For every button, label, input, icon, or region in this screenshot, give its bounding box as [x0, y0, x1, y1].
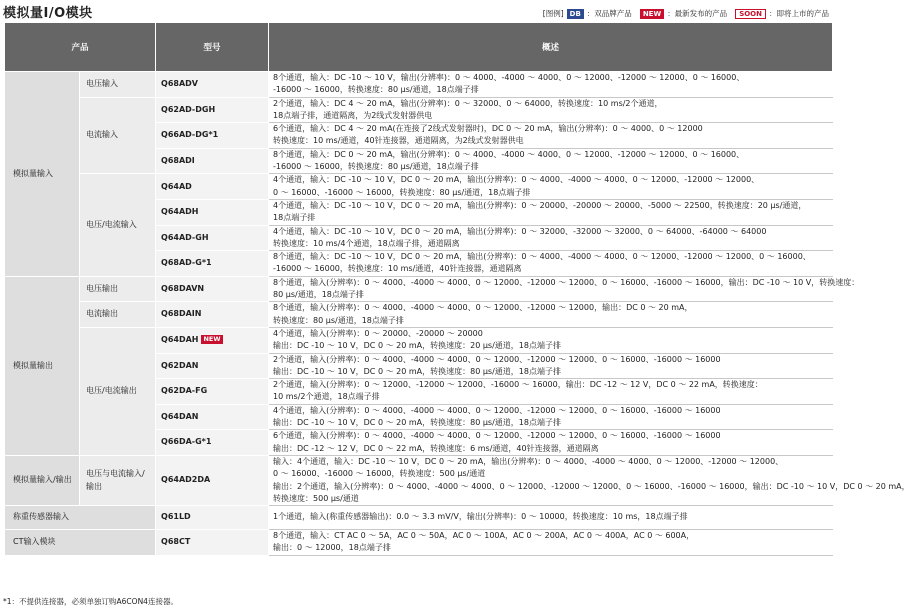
description-cell: 8个通道，输入：DC -10 ～ 10 V，输出(分辨率)：0 ～ 4000、-4000 ～ 4000、0 ～ 12000、-12000 ～ 12000、0 ～ 16000、 -16000 ～ 16000，转换速度：80 μs/通道，18点端子排	[269, 72, 833, 98]
model-cell: Q68DAVN	[156, 276, 269, 302]
description-cell: 8个通道，输入：CT AC 0 ～ 5A，AC 0 ～ 50A，AC 0 ～ 100A，AC 0 ～ 200A，AC 0 ～ 400A，AC 0 ～ 600A， 输出：0 ～ 12000，18点端子排	[269, 530, 833, 556]
description-cell: 2个通道，输入(分辨率)：0 ～ 12000、-12000 ～ 12000、-16000 ～ 16000，输出：DC -12 ～ 12 V，DC 0 ～ 22 mA，转换速度： 10 ms/2个通道，18点端子排	[269, 379, 833, 405]
subcategory-voltage-input: 电压输入	[80, 72, 156, 98]
subcategory-vi-io: 电压与电流输入/输出	[80, 455, 156, 505]
category-ct: CT输入模块	[5, 530, 156, 556]
description-cell: 1个通道，输入(称重传感器输出)：0.0 ～ 3.3 mV/V，输出(分辨率)：0 ～ 10000，转换速度：10 ms，18点端子排	[269, 506, 833, 530]
description-cell: 4个通道，输入(分辨率)：0 ～ 4000、-4000 ～ 4000、0 ～ 12000、-12000 ～ 12000、0 ～ 16000、-16000 ～ 16000 输出：DC -10 ～ 10 V，DC 0 ～ 20 mA，转换速度：80 μs/通道，18点端子排	[269, 404, 833, 430]
description-cell: 8个通道，输入(分辨率)：0 ～ 4000、-4000 ～ 4000、0 ～ 12000、-12000 ～ 12000，输出：DC 0 ～ 20 mA， 转换速度：80 μs/通道，18点端子排	[269, 302, 833, 328]
category-analog-input: 模拟量输入	[5, 72, 80, 277]
legend	[543, 8, 829, 19]
model-cell: Q64AD2DA	[156, 455, 269, 505]
model-cell: Q64ADH	[156, 199, 269, 225]
description-cell: 4个通道，输入：DC -10 ～ 10 V，DC 0 ～ 20 mA，输出(分辨率)：0 ～ 20000、-20000 ～ 20000、-5000 ～ 22500，转换速度：20 μs/通道， 18点端子排	[269, 199, 833, 225]
subcategory-current-output: 电流输出	[80, 302, 156, 328]
new-badge: NEW	[203, 335, 221, 344]
header-product: 产品	[5, 23, 156, 72]
subcategory-vi-input: 电压/电流输入	[80, 174, 156, 276]
model-cell: Q66DA-G*1	[156, 430, 269, 456]
category-analog-io: 模拟量输入/输出	[5, 455, 80, 505]
model-cell: Q66AD-DG*1	[156, 123, 269, 149]
description-cell: 4个通道，输入：DC -10 ～ 10 V，DC 0 ～ 20 mA，输出(分辨率)：0 ～ 32000、-32000 ～ 32000、0 ～ 64000、-64000 ～ 64000 转换速度：10 ms/4个通道，18点端子排，通道隔离	[269, 225, 833, 251]
model-cell: Q64AD	[156, 174, 269, 200]
description-cell: 6个通道，输入(分辨率)：0 ～ 4000、-4000 ～ 4000、0 ～ 12000、-12000 ～ 12000、0 ～ 16000、-16000 ～ 16000 输出：DC -12 ～ 12 V，DC 0 ～ 22 mA，转换速度：6 ms/通道，40针连接器，通道隔离	[269, 430, 833, 456]
model-cell: Q68DAIN	[156, 302, 269, 328]
header-model: 型号	[156, 23, 269, 72]
description-cell: 8个通道，输入(分辨率)：0 ～ 4000、-4000 ～ 4000、0 ～ 12000、-12000 ～ 12000、0 ～ 16000、-16000 ～ 16000，输出：DC -10 ～ 10 V，转换速度： 80 μs/通道，18点端子排	[269, 276, 833, 302]
model-cell: Q62DA-FG	[156, 379, 269, 405]
db-legend-text: ：双品牌产品	[586, 9, 632, 18]
description-cell: 2个通道，输入(分辨率)：0 ～ 4000、-4000 ～ 4000、0 ～ 12000、-12000 ～ 12000、0 ～ 16000、-16000 ～ 16000 输出：DC -10 ～ 10 V，DC 0 ～ 20 mA，转换速度：80 μs/通道，18点端子排	[269, 353, 833, 379]
new-tag: NEW	[640, 9, 664, 19]
model-cell: Q62AD-DGH	[156, 97, 269, 123]
category-load-cell: 称重传感器输入	[5, 506, 156, 530]
db-tag: DB	[567, 9, 584, 19]
model-cell: Q64DAN	[156, 404, 269, 430]
header-overview: 概述	[269, 23, 833, 72]
description-cell: 4个通道，输入：DC -10 ～ 10 V，DC 0 ～ 20 mA，输出(分辨率)：0 ～ 4000、-4000 ～ 4000、0 ～ 12000、-12000 ～ 12000、 0 ～ 16000、-16000 ～ 16000，转换速度：80 μs/通道，18点端子排	[269, 174, 833, 200]
soon-tag: SOON	[735, 9, 766, 19]
subcategory-vi-output: 电压/电流输出	[80, 327, 156, 455]
legend-label: [图例]	[542, 9, 564, 18]
description-cell: 6个通道，输入：DC 4 ～ 20 mA(在连接了2线式发射器时)，DC 0 ～ 20 mA，输出(分辨率)：0 ～ 4000、0 ～ 12000 转换速度：10 ms/通道，40针连接器，通道隔离，为2线式发射器供电	[269, 123, 833, 149]
description-cell: 输入：4个通道，输入：DC -10 ～ 10 V，DC 0 ～ 20 mA，输出(分辨率)：0 ～ 4000、-4000 ～ 4000、0 ～ 12000、-12000 ～ 12000、 0 ～ 16000、-16000 ～ 16000，转换速度：500 μs/通道 输出：2个通道，输入(分辨率)：0 ～ 4000、-4000 ～ 4000、0 ～ 12000、-12000 ～ 12000、0 ～ 16000、-16000 ～ 16000，输出：DC -10 ～ 10 V，DC 0 ～ 20 mA， 转换速度：500 μs/通道	[269, 455, 833, 505]
description-cell: 2个通道，输入：DC 4 ～ 20 mA，输出(分辨率)：0 ～ 32000、0 ～ 64000，转换速度：10 ms/2个通道， 18点端子排，通道隔离，为2线式发射器供电	[269, 97, 833, 123]
category-analog-output: 模拟量输出	[5, 276, 80, 455]
page-title: 模拟量I/O模块	[3, 6, 93, 21]
subcategory-current-input: 电流输入	[80, 97, 156, 174]
footnote: *1：不提供连接器，必须单独订购A6CON4连接器。	[3, 597, 178, 606]
description-cell: 4个通道，输入(分辨率)：0 ～ 20000、-20000 ～ 20000 输出：DC -10 ～ 10 V，DC 0 ～ 20 mA，转换速度：20 μs/通道，18点端子排	[269, 327, 833, 353]
model-cell: Q68AD-G*1	[156, 251, 269, 277]
model-cell: Q68ADV	[156, 72, 269, 98]
soon-legend-text: ：即将上市的产品	[769, 9, 829, 18]
model-cell: Q68CT	[156, 530, 269, 556]
model-cell: Q64AD-GH	[156, 225, 269, 251]
new-legend-text: ：最新发布的产品	[667, 9, 728, 18]
description-cell: 8个通道，输入：DC 0 ～ 20 mA，输出(分辨率)：0 ～ 4000、-4000 ～ 4000、0 ～ 12000、-12000 ～ 12000、0 ～ 16000、 -16000 ～ 16000，转换速度：80 μs/通道，18点端子排	[269, 148, 833, 174]
module-table	[4, 22, 910, 556]
model-cell: Q61LD	[156, 506, 269, 530]
model-cell: Q64DAH NEW	[156, 327, 269, 353]
subcategory-voltage-output: 电压输出	[80, 276, 156, 302]
model-cell: Q62DAN	[156, 353, 269, 379]
description-cell: 8个通道，输入：DC -10 ～ 10 V，DC 0 ～ 20 mA，输出(分辨率)：0 ～ 4000、-4000 ～ 4000、0 ～ 12000、-12000 ～ 12000、0 ～ 16000、 -16000 ～ 16000，转换速度：10 ms/通道，40针连接器，通道隔离	[269, 251, 833, 277]
model-cell: Q68ADI	[156, 148, 269, 174]
